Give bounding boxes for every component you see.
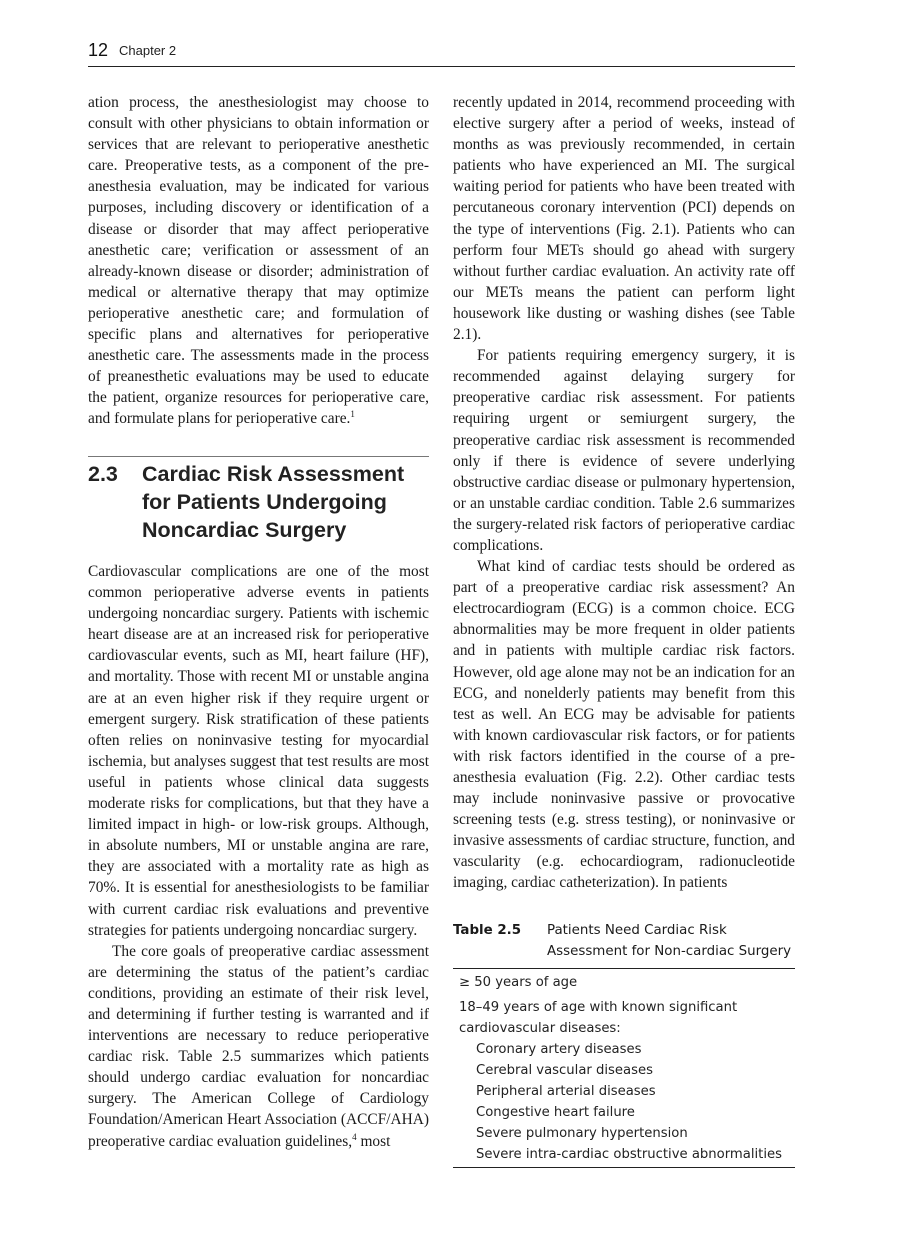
chapter-label: Chapter 2 — [119, 43, 177, 58]
body-paragraph: What kind of cardiac tests should be ordered as part of a preoperative cardiac risk assessment? An electrocardiogram (ECG) is a common choice. ECG abnormalities may be more frequent in older patients and in patients with multiple cardiac risk factors. However, old age alone may not be an indication for an ECG, and nonelderly patients may benefit from this test as well. An ECG may be advisable for patients with known cardiovascular risk factors, or for patients with risk factors identified in the course of a pre-anesthesia evaluation (Fig. 2.2). Other cardiac tests may include noninvasive passive or provocative screening tests (e.g. stress testing), or noninvasive or invasive assessments of cardiac structure, function, and vascularity (e.g. echocardiogram, radionucleotide imaging, cardiac catheterization). In patients — [453, 558, 795, 892]
table-sub-row: Severe pulmonary hypertension — [476, 1126, 688, 1141]
table-row: ≥ 50 years of age — [459, 975, 578, 990]
body-paragraph — [88, 941, 429, 1152]
table-title: Patients Need Cardiac Risk Assessment for Non-cardiac Surgery — [547, 923, 792, 959]
left-column-intro — [88, 92, 429, 430]
intro-text: ation process, the anesthesiologist may choose to consult with other physicians to obtain information or services that are relevant to perioperative anesthetic care. Preoperative tests, as a component of the pre-anesthesia evaluation, may be indicated for various purposes, including discovery or identification of a disease or disorder that may affect perioperative anesthetic care; verification or assessment of an already-known disease or disorder; administration of medical or alternative therapy that may optimize perioperative anesthetic care; and formulation of specific plans and alternatives for perioperative anesthetic care. The assessments made in the process of preanesthetic evaluations may be used to educate the patient, organize resources for perioperative care, and formulate plans for perioperative care. — [88, 94, 429, 428]
body-paragraph: For patients requiring emergency surgery, it is recommended against delaying surgery for preoperative cardiac risk assessment. For patients requiring urgent or semiurgent surgery, the preoperative cardiac risk assessment is recommended only if there is evidence of severe underlying obstructive cardiac disease or pulmonary hypertension, or an unstable cardiac condition. Table 2.6 summarizes the surgery-related risk factors of perioperative cardiac complications. — [453, 347, 795, 554]
page-number: 12 — [88, 40, 109, 60]
table-2-5 — [453, 920, 795, 1168]
table-sub-row: Coronary artery diseases — [476, 1042, 642, 1057]
section-number: 2.3 — [88, 462, 118, 486]
section-title: Cardiac Risk Assessment for Patients Undergoing Noncardiac Surgery — [142, 462, 405, 542]
reference-superscript: 1 — [350, 409, 355, 420]
table-body — [453, 968, 795, 1168]
left-column-section-body — [88, 561, 429, 1152]
body-paragraph: Cardiovascular complications are one of the most common perioperative adverse events in patients undergoing noncardiac surgery. Patients with ischemic heart disease are at an increased risk for perioperative cardiovascular events, such as MI, heart failure (HF), and mortality. Those with recent MI or unstable angina are at an even higher risk if they require urgent or emergent surgery. Risk stratification of these patients often relies on noninvasive testing for myocardial ischemia, but analyses suggest that test results are most useful in patients whose clinical data suggests moderate risks for complications, but that they have a limited impact in high- or low-risk groups. Although, in absolute numbers, MI or unstable angina are rare, they are associated with a mortality rate as high as 70%. It is essential for anesthesiologists to be familiar with current cardiac risk evaluations and preventive strategies for patients undergoing noncardiac surgery. — [88, 563, 429, 939]
intro-paragraph — [88, 92, 429, 430]
table-sub-row: Congestive heart failure — [476, 1105, 635, 1120]
paragraph-text: most — [356, 1132, 391, 1150]
paragraph-text: The core goals of preoperative cardiac assessment are determining the status of the patient’s cardiac conditions, providing an estimate of their risk level, and determining if further testing is warranted and if interventions are necessary to reduce perioperative cardiac risk. Table 2.5 summarizes which patients should undergo cardiac evaluation for noncardiac surgery. The American College of Cardiology Foundation/American Heart Association (ACCF/AHA) preoperative cardiac evaluation guidelines, — [88, 942, 429, 1150]
reference-superscript: 4 — [352, 1131, 357, 1142]
table-label: Table 2.5 — [453, 923, 522, 938]
section-divider — [88, 456, 429, 457]
table-sub-row: Severe intra-cardiac obstructive abnormalities — [476, 1147, 782, 1162]
body-paragraph: recently updated in 2014, recommend proceeding with elective surgery after a period of weeks, instead of months as was previously recommended, in certain patients who have experienced an MI. The surgical waiting period for patients who have been treated with percutaneous coronary intervention (PCI) depends on the type of interventions (Fig. 2.1). Patients who can perform four METs should go ahead with surgery without further cardiac evaluation. An activity rate off our METs means the patient can perform light housework like dusting or washing dishes (see Table 2.1). — [453, 94, 795, 344]
table-caption — [453, 920, 795, 968]
table-sub-row: Cerebral vascular diseases — [476, 1063, 653, 1078]
table-row: 18–49 years of age with known significant cardiovascular diseases: — [459, 1000, 738, 1036]
table-sub-row: Peripheral arterial diseases — [476, 1084, 656, 1099]
running-head — [88, 40, 795, 67]
right-column — [453, 92, 795, 894]
